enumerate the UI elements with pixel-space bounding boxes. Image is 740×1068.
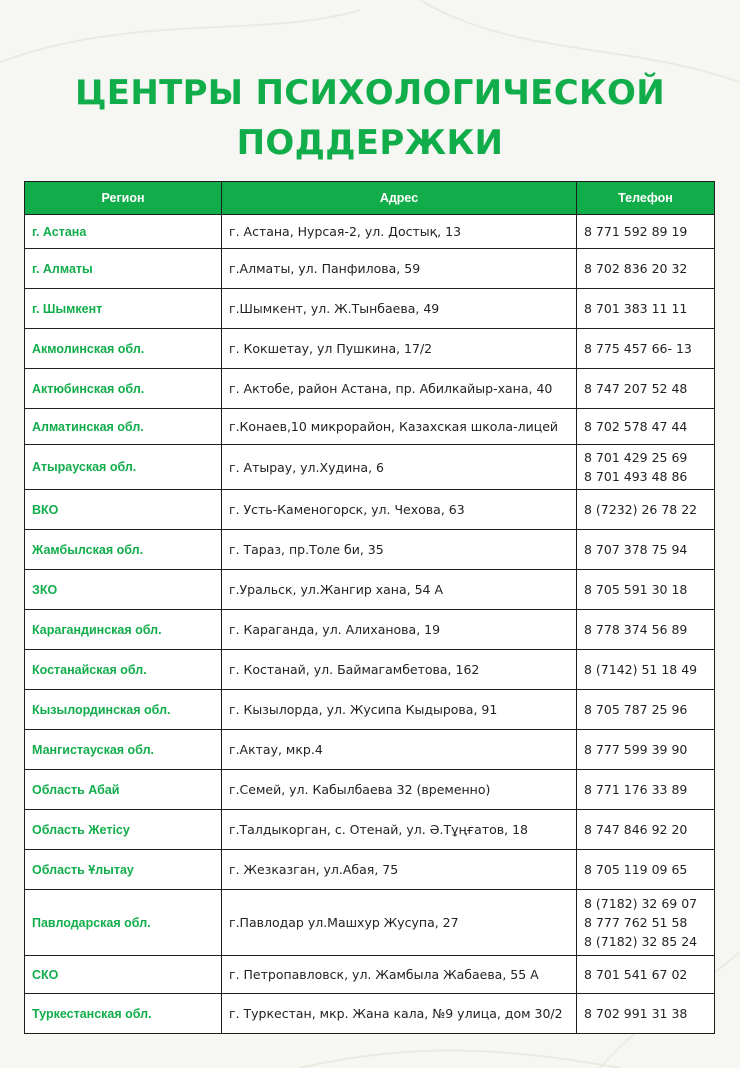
phone-number[interactable]: 8 707 378 75 94	[584, 542, 688, 557]
phone-cell	[577, 730, 715, 770]
table-row	[25, 850, 715, 890]
region-cell: Жамбылская обл.	[25, 530, 222, 570]
table-row	[25, 215, 715, 249]
phone-cell	[577, 329, 715, 369]
phone-number[interactable]: 8 (7142) 51 18 49	[584, 662, 698, 677]
table-row	[25, 770, 715, 810]
address-cell: г. Петропавловск, ул. Жамбыла Жабаева, 55 А	[222, 956, 577, 994]
region-cell: г. Алматы	[25, 249, 222, 289]
phone-number[interactable]: 8 747 207 52 48	[584, 381, 688, 396]
region-cell: Атырауская обл.	[25, 445, 222, 490]
address-cell: г.Актау, мкр.4	[222, 730, 577, 770]
phone-number[interactable]: 8 771 176 33 89	[584, 782, 688, 797]
centers-table	[24, 181, 715, 1034]
phone-cell	[577, 249, 715, 289]
phone-number[interactable]: 8 705 119 09 65	[584, 862, 688, 877]
region-cell: Кызылординская обл.	[25, 690, 222, 730]
region-cell: Область Абай	[25, 770, 222, 810]
address-cell: г.Уральск, ул.Жангир хана, 54 А	[222, 570, 577, 610]
table-row	[25, 369, 715, 409]
phone-cell	[577, 770, 715, 810]
address-cell: г. Кокшетау, ул Пушкина, 17/2	[222, 329, 577, 369]
phone-cell	[577, 215, 715, 249]
region-cell: Область Жетісу	[25, 810, 222, 850]
header-address: Адрес	[222, 182, 577, 215]
table-row	[25, 730, 715, 770]
address-cell: г. Жезказган, ул.Абая, 75	[222, 850, 577, 890]
table-row	[25, 570, 715, 610]
phone-number[interactable]: 8 (7182) 32 85 24	[584, 934, 698, 949]
table-row	[25, 810, 715, 850]
phone-cell	[577, 690, 715, 730]
phone-number[interactable]: 8 777 762 51 58	[584, 915, 688, 930]
table-row	[25, 956, 715, 994]
region-cell: г. Астана	[25, 215, 222, 249]
table-row	[25, 690, 715, 730]
phone-number[interactable]: 8 778 374 56 89	[584, 622, 688, 637]
phone-cell	[577, 994, 715, 1034]
address-cell: г. Астана, Нурсая-2, ул. Достық, 13	[222, 215, 577, 249]
header-phone: Телефон	[577, 182, 715, 215]
phone-number[interactable]: 8 771 592 89 19	[584, 224, 688, 239]
address-cell: г. Усть-Каменогорск, ул. Чехова, 63	[222, 490, 577, 530]
phone-cell	[577, 570, 715, 610]
phone-number[interactable]: 8 (7182) 32 69 07	[584, 896, 698, 911]
region-cell: Акмолинская обл.	[25, 329, 222, 369]
phone-number[interactable]: 8 705 787 25 96	[584, 702, 688, 717]
table-row	[25, 530, 715, 570]
table-row	[25, 994, 715, 1034]
table-row	[25, 409, 715, 445]
phone-cell	[577, 530, 715, 570]
table-row	[25, 890, 715, 956]
phone-cell	[577, 956, 715, 994]
region-cell: Актюбинская обл.	[25, 369, 222, 409]
region-cell: Туркестанская обл.	[25, 994, 222, 1034]
table-row	[25, 610, 715, 650]
phone-number[interactable]: 8 701 429 25 69	[584, 450, 688, 465]
phone-number[interactable]: 8 747 846 92 20	[584, 822, 688, 837]
phone-number[interactable]: 8 775 457 66- 13	[584, 341, 692, 356]
phone-cell	[577, 490, 715, 530]
phone-cell	[577, 650, 715, 690]
address-cell: г. Караганда, ул. Алиханова, 19	[222, 610, 577, 650]
region-cell: Карагандинская обл.	[25, 610, 222, 650]
region-cell: г. Шымкент	[25, 289, 222, 329]
table-body	[25, 215, 715, 1034]
phone-number[interactable]: 8 702 836 20 32	[584, 261, 688, 276]
address-cell: г. Атырау, ул.Худина, 6	[222, 445, 577, 490]
region-cell: СКО	[25, 956, 222, 994]
phone-cell	[577, 810, 715, 850]
page-title	[0, 68, 740, 168]
phone-number[interactable]: 8 702 991 31 38	[584, 1006, 688, 1021]
table-header-row	[25, 182, 715, 215]
region-cell: Область Ұлытау	[25, 850, 222, 890]
region-cell: ЗКО	[25, 570, 222, 610]
phone-number[interactable]: 8 701 493 48 86	[584, 469, 688, 484]
address-cell: г. Тараз, пр.Толе би, 35	[222, 530, 577, 570]
address-cell: г.Павлодар ул.Машхур Жусупа, 27	[222, 890, 577, 956]
phone-cell	[577, 289, 715, 329]
phone-cell	[577, 890, 715, 956]
region-cell: ВКО	[25, 490, 222, 530]
address-cell: г.Талдыкорган, с. Отенай, ул. Ә.Тұңғатов, 18	[222, 810, 577, 850]
table-row	[25, 289, 715, 329]
phone-cell	[577, 445, 715, 490]
header-region: Регион	[25, 182, 222, 215]
phone-cell	[577, 610, 715, 650]
address-cell: г. Кызылорда, ул. Жусипа Кыдырова, 91	[222, 690, 577, 730]
phone-number[interactable]: 8 777 599 39 90	[584, 742, 688, 757]
address-cell: г.Алматы, ул. Панфилова, 59	[222, 249, 577, 289]
region-cell: Алматинская обл.	[25, 409, 222, 445]
phone-number[interactable]: 8 705 591 30 18	[584, 582, 688, 597]
address-cell: г.Конаев,10 микрорайон, Казахская школа-лицей	[222, 409, 577, 445]
address-cell: г.Шымкент, ул. Ж.Тынбаева, 49	[222, 289, 577, 329]
phone-cell	[577, 850, 715, 890]
title-line-1: ЦЕНТРЫ ПСИХОЛОГИЧЕСКОЙ	[74, 73, 666, 113]
region-cell: Костанайская обл.	[25, 650, 222, 690]
phone-number[interactable]: 8 702 578 47 44	[584, 419, 688, 434]
title-line-2: ПОДДЕРЖКИ	[236, 123, 504, 163]
phone-number[interactable]: 8 701 541 67 02	[584, 967, 688, 982]
table-row	[25, 445, 715, 490]
phone-cell	[577, 409, 715, 445]
table-row	[25, 249, 715, 289]
phone-cell	[577, 369, 715, 409]
table-row	[25, 650, 715, 690]
table-row	[25, 490, 715, 530]
phone-number[interactable]: 8 (7232) 26 78 22	[584, 502, 698, 517]
region-cell: Павлодарская обл.	[25, 890, 222, 956]
address-cell: г. Туркестан, мкр. Жана кала, №9 улица, дом 30/2	[222, 994, 577, 1034]
table-row	[25, 329, 715, 369]
address-cell: г. Костанай, ул. Баймагамбетова, 162	[222, 650, 577, 690]
region-cell: Мангистауская обл.	[25, 730, 222, 770]
phone-number[interactable]: 8 701 383 11 11	[584, 301, 688, 316]
address-cell: г.Семей, ул. Кабылбаева 32 (временно)	[222, 770, 577, 810]
address-cell: г. Актобе, район Астана, пр. Абилкайыр-хана, 40	[222, 369, 577, 409]
